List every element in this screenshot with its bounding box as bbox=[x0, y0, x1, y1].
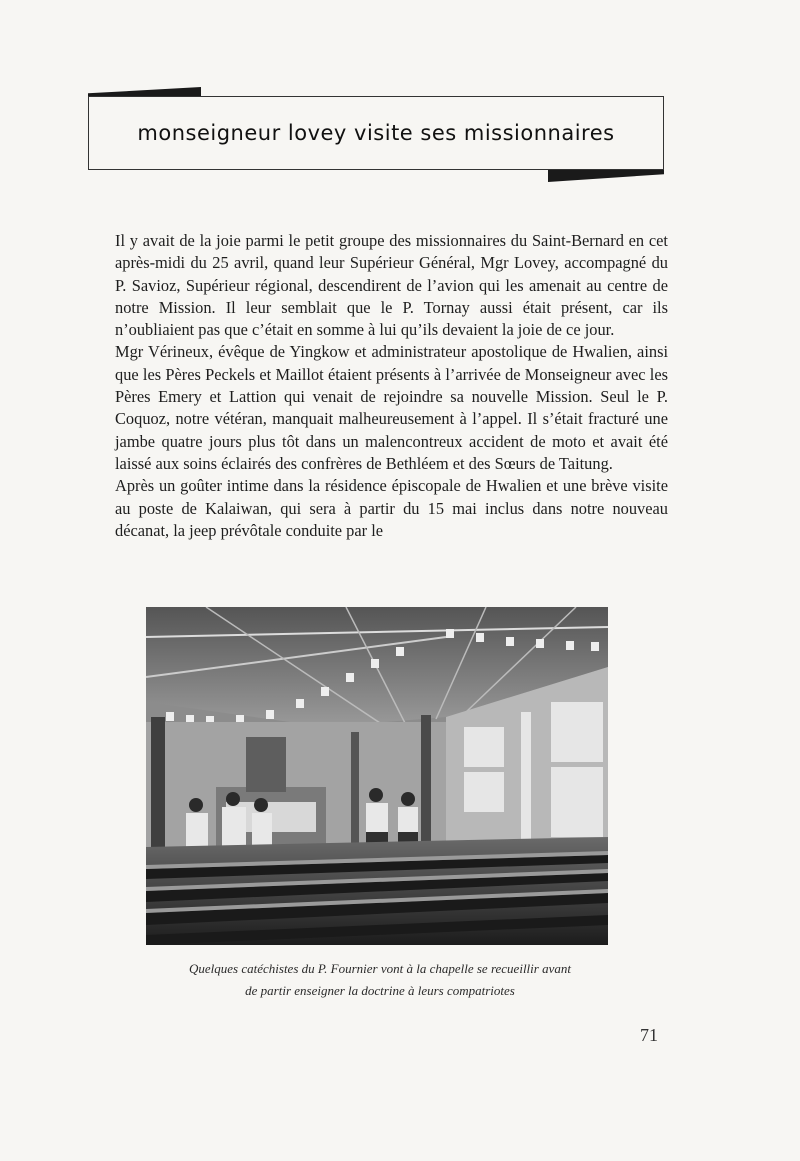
paragraph-1: Il y avait de la joie parmi le petit groupe des missionnaires du Saint-Bernard en cet après-midi du 25 avril, quand leur Supérieur Général, Mgr Lovey, accompagné du P. Savioz, Supérieur régional, descendirent de l’avion qui les amenait au centre de notre Mission. Il leur semblait que le P. Tornay aussi était présent, car ils n’oubliaient pas que c’était en somme à lui qu’ils devaient la joie de ce jour. bbox=[115, 231, 668, 340]
article-body bbox=[115, 230, 668, 542]
caption-line-1: Quelques catéchistes du P. Fournier vont à la chapelle se recueillir avant bbox=[189, 961, 571, 976]
photo-caption bbox=[140, 958, 620, 1002]
paragraph-3: Après un goûter intime dans la résidence épiscopale de Hwalien et une brève visite au poste de Kalaiwan, qui sera à partir du 15 mai inclus dans notre nouveau décanat, la jeep prévôtale conduite par le bbox=[115, 476, 668, 540]
title-top-rule bbox=[88, 87, 201, 96]
page-number: 71 bbox=[640, 1025, 658, 1045]
caption-line-2: de partir enseigner la doctrine à leurs compatriotes bbox=[245, 983, 515, 998]
chapel-photo bbox=[146, 607, 608, 945]
paragraph-2: Mgr Vérineux, évêque de Yingkow et administrateur apostolique de Hwalien, ainsi que les Pères Peckels et Maillot étaient présents à l’arrivée de Monseigneur avec les Pères Emery et Lattion qui venait de rejoindre sa nouvelle Mission. Seul le P. Coquoz, notre vétéran, manquait malheureusement à l’appel. Il s’était fracturé une jambe quatre jours plus tôt dans un malencontreux accident de moto et avait été laissé aux soins éclairés des confrères de Bethléem et des Sœurs de Taitung. bbox=[115, 342, 668, 473]
title-bottom-rule bbox=[548, 170, 664, 182]
article-title: monseigneur lovey visite ses missionnaires bbox=[137, 121, 615, 145]
